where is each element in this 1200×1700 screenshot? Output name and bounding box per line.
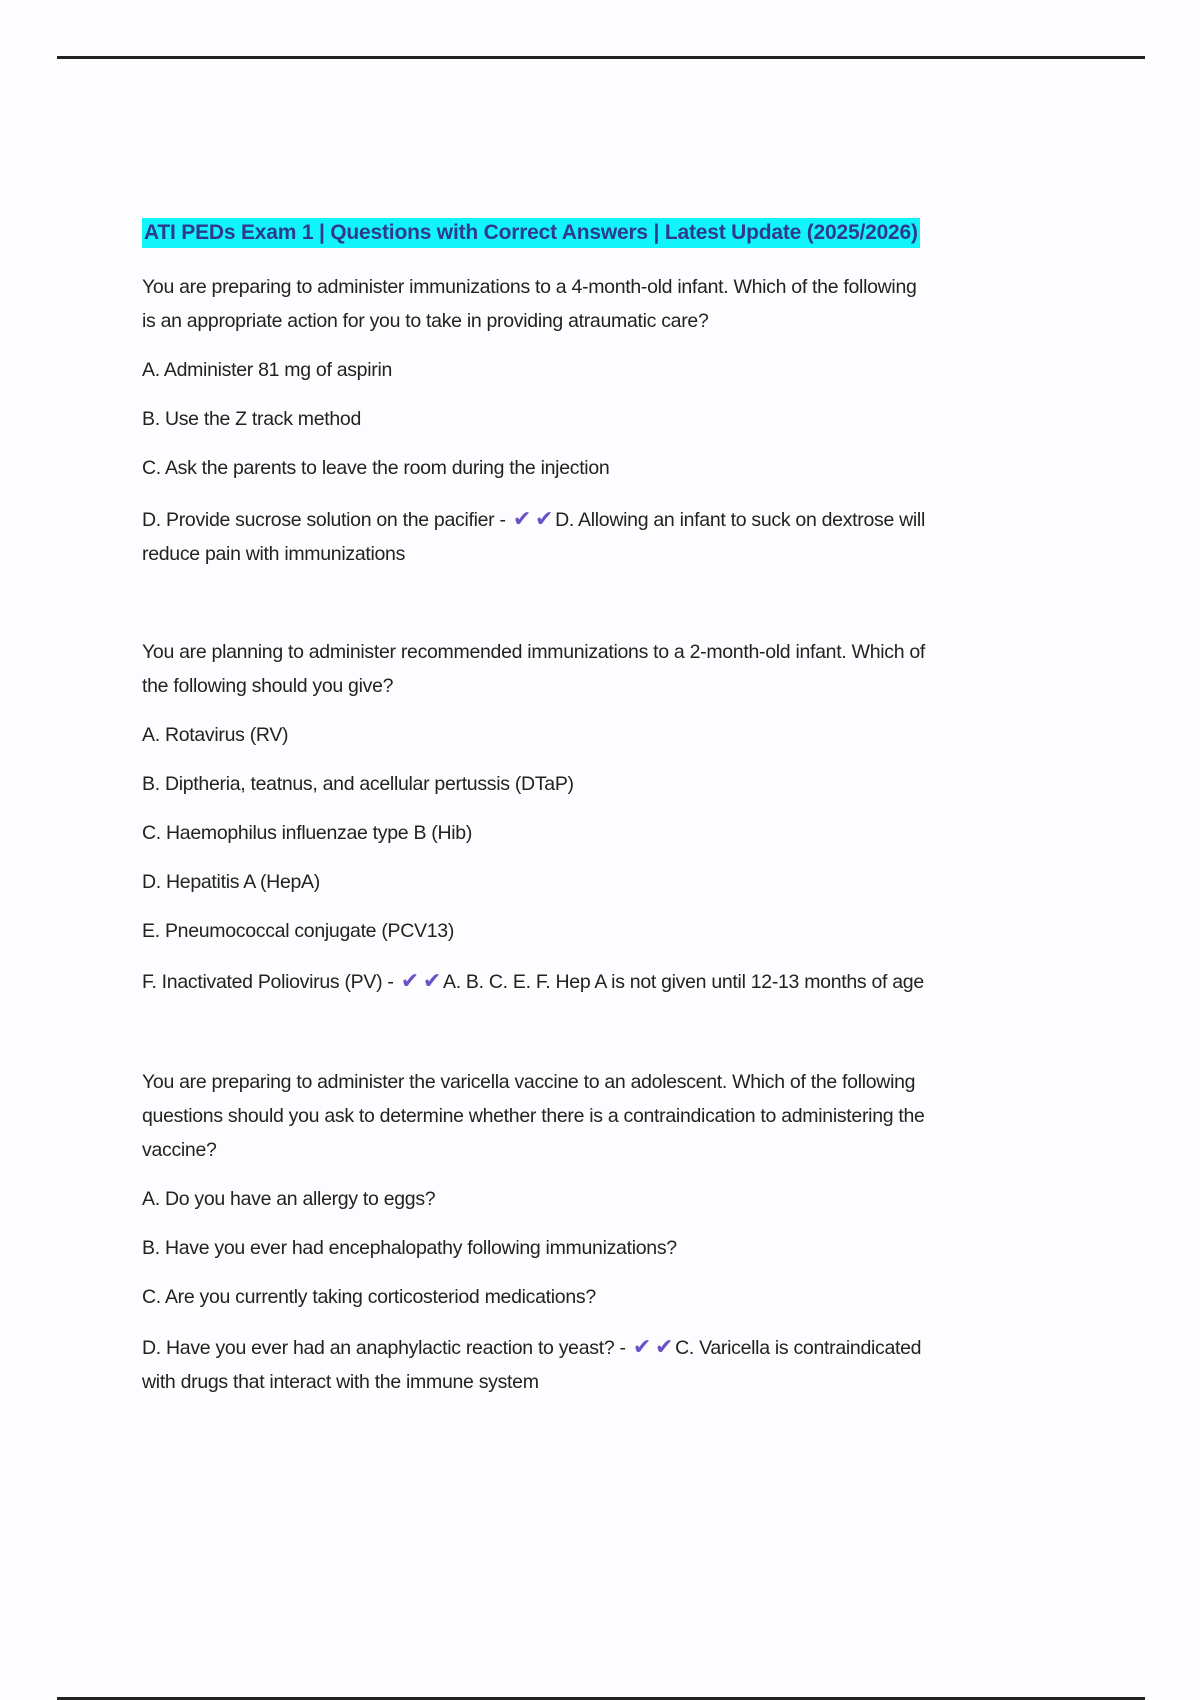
answer-text: reduce pain with immunizations [142,543,406,565]
check-icon: ✔ [422,968,441,993]
option-d: D. Have you ever had an anaphylactic reaction to yeast? - [142,1337,631,1359]
answer-text: with drugs that interact with the immune system [142,1371,539,1393]
option-f-with-answer [142,964,1072,999]
answer-text: C. Varicella is contraindicated [675,1337,922,1359]
question-text: You are preparing to administer immunizations to a 4-month-old infant. Which of the following [142,276,917,298]
option-d: D. Provide sucrose solution on the pacifier - [142,509,511,531]
question-text: questions should you ask to determine whether there is a contraindication to administering the [142,1105,925,1127]
option-a: A. Administer 81 mg of aspirin [142,359,393,381]
document-title: ATI PEDs Exam 1 | Questions with Correct Answers | Latest Update (2025/2026) [142,218,920,248]
option-b: B. Have you ever had encephalopathy following immunizations? [142,1237,677,1259]
top-rule [57,56,1145,59]
option-a: A. Do you have an allergy to eggs? [142,1188,436,1210]
question-text: You are planning to administer recommended immunizations to a 2-month-old infant. Which of [142,641,926,663]
answer-text: D. Allowing an infant to suck on dextrose will [555,509,925,531]
option-d: D. Hepatitis A (HepA) [142,871,320,893]
option-b: B. Diptheria, teatnus, and acellular pertussis (DTaP) [142,773,574,795]
check-icon: ✔ [534,506,554,531]
check-icon: ✔ [512,506,531,531]
question-1-prompt [142,270,1062,338]
question-text: You are preparing to administer the varicella vaccine to an adolescent. Which of the following [142,1071,916,1093]
option-a: A. Rotavirus (RV) [142,724,289,746]
check-icon: ✔ [654,1334,674,1359]
check-icon: ✔ [400,968,419,993]
question-text: is an appropriate action for you to take in providing atraumatic care? [142,310,709,332]
option-f: F. Inactivated Poliovirus (PV) - [142,971,399,993]
option-c: C. Haemophilus influenzae type B (Hib) [142,822,473,844]
option-c: C. Are you currently taking corticosteriod medications? [142,1286,596,1308]
answer-text: A. B. C. E. F. Hep A is not given until 12-13 months of age [442,971,924,993]
option-d-with-answer [142,502,1072,571]
option-b: B. Use the Z track method [142,408,362,430]
option-d-with-answer [142,1330,1072,1399]
option-e: E. Pneumococcal conjugate (PCV13) [142,920,455,942]
check-icon: ✔ [632,1334,651,1359]
option-c: C. Ask the parents to leave the room during the injection [142,457,610,479]
question-3-prompt [142,1065,1062,1167]
question-2-prompt [142,635,1062,703]
question-text: the following should you give? [142,675,394,697]
question-text: vaccine? [142,1139,217,1161]
